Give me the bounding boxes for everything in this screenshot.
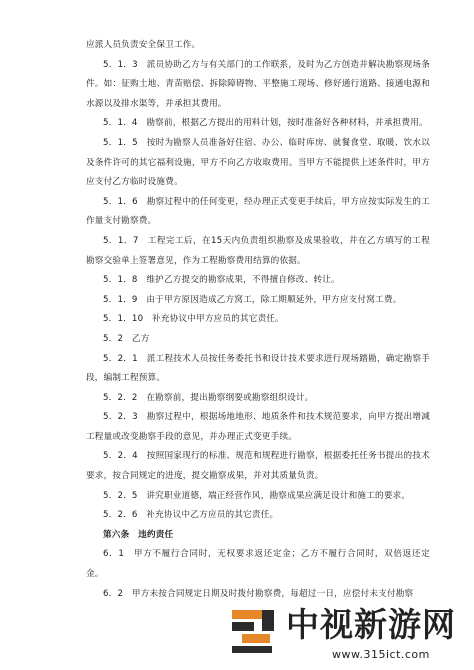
paragraph: 应派人员负责安全保卫工作。 (86, 40, 201, 50)
paragraph: 5．1．4 勘察前，根据乙方提出的用料计划，按时准备好各种材料，并承担费用。 (103, 118, 428, 129)
paragraph: 5．2 乙方 (103, 333, 150, 344)
document-body (86, 36, 430, 604)
paragraph: 5．1．3 派员协助乙方与有关部门的工作联系，及时为乙方创造并解决勘察现场条件。如：征购土地、青苗赔偿、拆除障碍物、平整施工现场、修好通行道路、接通电源和水源以及排水渠等，并承担其费用。 (86, 59, 430, 109)
paragraph: 5．2．2 在勘察前，提出勘察纲要或勘察组织设计。 (103, 392, 314, 403)
paragraph: 5．1．10 补充协议中甲方应员的其它责任。 (103, 314, 284, 325)
paragraph: 5．1．8 维护乙方提交的勘察成果，不得擅自修改、转让。 (103, 275, 340, 286)
paragraph: 6．1 甲方不履行合同时，无权要求返还定金；乙方不履行合同时，双倍返还定金。 (86, 549, 430, 580)
watermark-title: 中视新游网 (286, 605, 456, 644)
paragraph: 5．2．4 按照国家现行的标准、规范和规程进行勘察，根据委托任务书提出的技术要求，按合同规定的进度，提交勘察成果，并对其质量负责。 (86, 451, 430, 482)
paragraph: 5．2．1 派工程技术人员按任务委托书和设计技术要求进行现场踏勘，确定勘察手段，编制工程预算。 (86, 353, 430, 384)
paragraph: 5．2．6 补充协议中乙方应员的其它责任。 (103, 510, 279, 521)
paragraph: 5．1．5 按时为勘察人员准备好住宿、办公、临时库房、就餐食堂、取暖、饮水以及条件许可的其它福利设施，甲方不向乙方收取费用。当甲方不能提供上述条件时，甲方应支付乙方临时设施费。 (86, 137, 430, 188)
paragraph: 5．1．9 由于甲方原因造成乙方窝工，除工期顺延外，甲方应支付窝工费。 (103, 294, 402, 305)
paragraph: 5．1．7 工程完工后，在15天内负责组织勘察及成果验收，并在乙方填写的工程勘察交验单上签署意见，作为工程勘察费用结算的依据。 (86, 235, 430, 266)
paragraph: 5．2．5 讲究职业道德，端正经营作风，勘察成果应满足设计和施工的要求。 (103, 490, 411, 501)
stacked-bars-logo-icon (232, 608, 278, 654)
watermark (232, 600, 474, 670)
paragraph: 5．2．3 勘察过程中，根据场地地形、地质条件和技术规范要求，向甲方提出增减工程量或改变勘察手段的意见，并办理正式变更手续。 (86, 412, 430, 442)
paragraph: 6．2 甲方未按合同规定日期及时拨付勘察费，每超过一日，应偿付未支付勘察 (103, 588, 414, 599)
section-heading: 第六条 违约责任 (103, 529, 174, 540)
watermark-url: www.315ict.com (332, 648, 430, 661)
paragraph: 5．1．6 勘察过程中的任何变更，经办理正式变更手续后，甲方应按实际发生的工作量支付勘察费。 (86, 196, 430, 227)
